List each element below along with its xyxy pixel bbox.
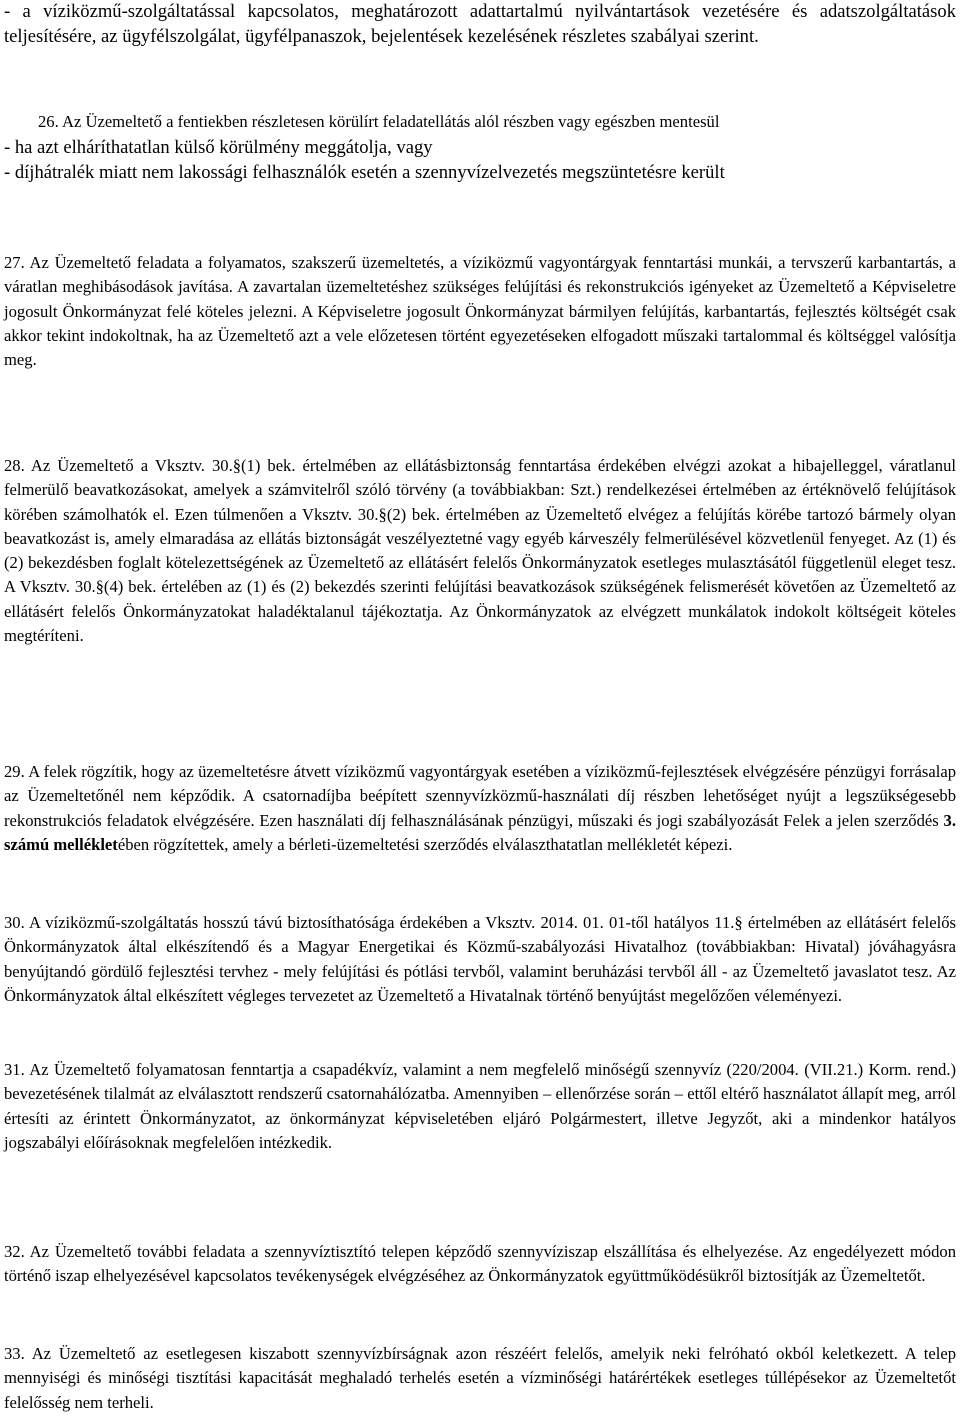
section-29-attachment-ref: 3. számú melléklet: [4, 810, 956, 854]
section-31: 31. Az Üzemeltető folyamatosan fenntartja a csapadékvíz, valamint a nem megfelelő minőségű szennyvíz (220/2004. (VII.21.) Korm. rend.) bevezetésének tilalmát az elválasztott rendszerű csatornahálózatba. Amennyiben – ellenőrzése során – ettől eltérő használatot állapít meg, arról értesíti az érintett Önkormányzatot, az önkormányzat képviseletében eljáró Polgármestert, illetve Jegyzőt, aki a mindenkor hatályos jogszabályi előírásoknak megfelelően intézkedik.: [4, 1060, 956, 1152]
section-30: 30. A víziközmű-szolgáltatás hosszú távú biztosíthatósága érdekében a Vksztv. 2014. 01. 01-től hatályos 11.§ értelmében az ellátásért felelős Önkormányzatok által elkészítendő és a Magyar Energetikai és Közmű-szabályozási Hivatalhoz (továbbiakban: Hivatal) jóváhagyásra benyújtandó gördülő fejlesztési tervhez - mely felújítási és pótlási tervből, valamint beruházási tervből áll - az Üzemeltető javaslatot tesz. Az Önkormányzatok által elkészített végleges tervezetet az Üzemeltető a Hivatalnak történő benyújtást megelőzően véleményezi.: [4, 913, 956, 1005]
section-26-item-2: - díjhátralék miatt nem lakossági felhasználók esetén a szennyvízelvezetés megszüntetésre került: [4, 161, 725, 183]
section-29-text-before: 29. A felek rögzítik, hogy az üzemeltetésre átvett víziközmű vagyontárgyak esetében a víziközmű-fejlesztések elvégzésére pénzügyi forrásalap az Üzemeltetőnél nem képződik. A csatornadíjba beépített szennyvízközmű-használati díj részben lehetőséget nyújt a legszükségesebb rekonstrukciós feladatok elvégzésére. Ezen használati díj felhasználásának pénzügyi, műszaki és jogi szabályozását Felek a jelen szerződés: [4, 762, 956, 830]
intro-paragraph: - a víziközmű-szolgáltatással kapcsolatos, meghatározott adattartalmú nyilvántartások vezetésére és adatszolgáltatások teljesítésére, az ügyfélszolgálat, ügyfélpanaszok, bejelentések kezelésének részletes szabályai szerint.: [4, 1, 956, 47]
section-29-text-after: ében rögzítettek, amely a bérleti-üzemeltetési szerződés elválaszthatatlan mellékletét képezi.: [117, 834, 733, 854]
section-26-lead: 26. Az Üzemeltető a fentiekben részletesen körülírt feladatellátás alól részben vagy egészben mentesül: [38, 112, 720, 131]
section-28: 28. Az Üzemeltető a Vksztv. 30.§(1) bek. értelmében az ellátásbiztonság fenntartása érdekében elvégzi azokat a hibajelleggel, váratlanul felmerülő beavatkozásokat, amelyek a számvitelről szóló törvény (a továbbiakban: Szt.) rendelkezései értelmében az értéknövelő felújítások körében számolhatók el. Ezen túlmenően a Vksztv. 30.§(2) bek. értelmében az Üzemeltető elvégez a felújítás körébe tartozó bármely olyan beavatkozást is, amely elmaradása az ellátás biztonságát veszélyeztetné vagy egyéb kárveszély felmerülésével közvetlenül fenyeget. Az (1) és (2) bekezdésben foglalt kötelezettségének az Üzemeltető az ellátásért felelős Önkormányzatok esetleges mulasztásától függetlenül eleget tesz. A Vksztv. 30.§(4) bek. értelében az (1) és (2) bekezdés szerinti felújítási beavatkozások szükségének felismerését követően az Üzemeltető az ellátásért felelős Önkormányzatokat haladéktalanul tájékoztatja. Az Önkormányzatok az elvégzett munkálatok indokolt költségeit köteles megtéríteni.: [4, 456, 956, 646]
section-27: 27. Az Üzemeltető feladata a folyamatos, szakszerű üzemeltetés, a víziközmű vagyontárgyak fenntartási munkái, a tervszerű karbantartás, a váratlan meghibásodások javítása. A zavartalan üzemeltetéshez szükséges felújítási és rekonstrukciós igényeket az Üzemeltető a Képviseletre jogosult Önkormányzat felé köteles jelezni. A Képviseletre jogosult Önkormányzat bármilyen felújítás, karbantartás, fejlesztés költségét csak akkor tekint indokoltnak, ha az Üzemeltető azt a vele előzetesen történt egyezetéseken elfogadott műszaki tartalommal és költséggel valósítja meg.: [4, 253, 956, 370]
section-32: 32. Az Üzemeltető további feladata a szennyvíztisztító telepen képződő szennyvíziszap elszállítása és elhelyezése. Az engedélyezett módon történő iszap elhelyezésével kapcsolatos tevékenységek elvégzéséhez az Önkormányzatok együttműködésükről biztosítják az Üzemeltetőt.: [4, 1242, 956, 1286]
section-26-item-1: - ha azt elháríthatatlan külső körülmény meggátolja, vagy: [4, 137, 433, 159]
section-26: [4, 110, 956, 185]
section-33: 33. Az Üzemeltető az esetlegesen kiszabott szennyvízbírságnak azon részéért felelős, amelyik neki felróható okból keletkezett. A telep mennyiségi és minőségi tisztítási kapacitását meghaladó terhelés esetén a vízminőségi határértékek esetleges túllépésekor az Üzemeltetőt felelősség nem terheli.: [4, 1344, 956, 1412]
section-29: [4, 760, 956, 857]
